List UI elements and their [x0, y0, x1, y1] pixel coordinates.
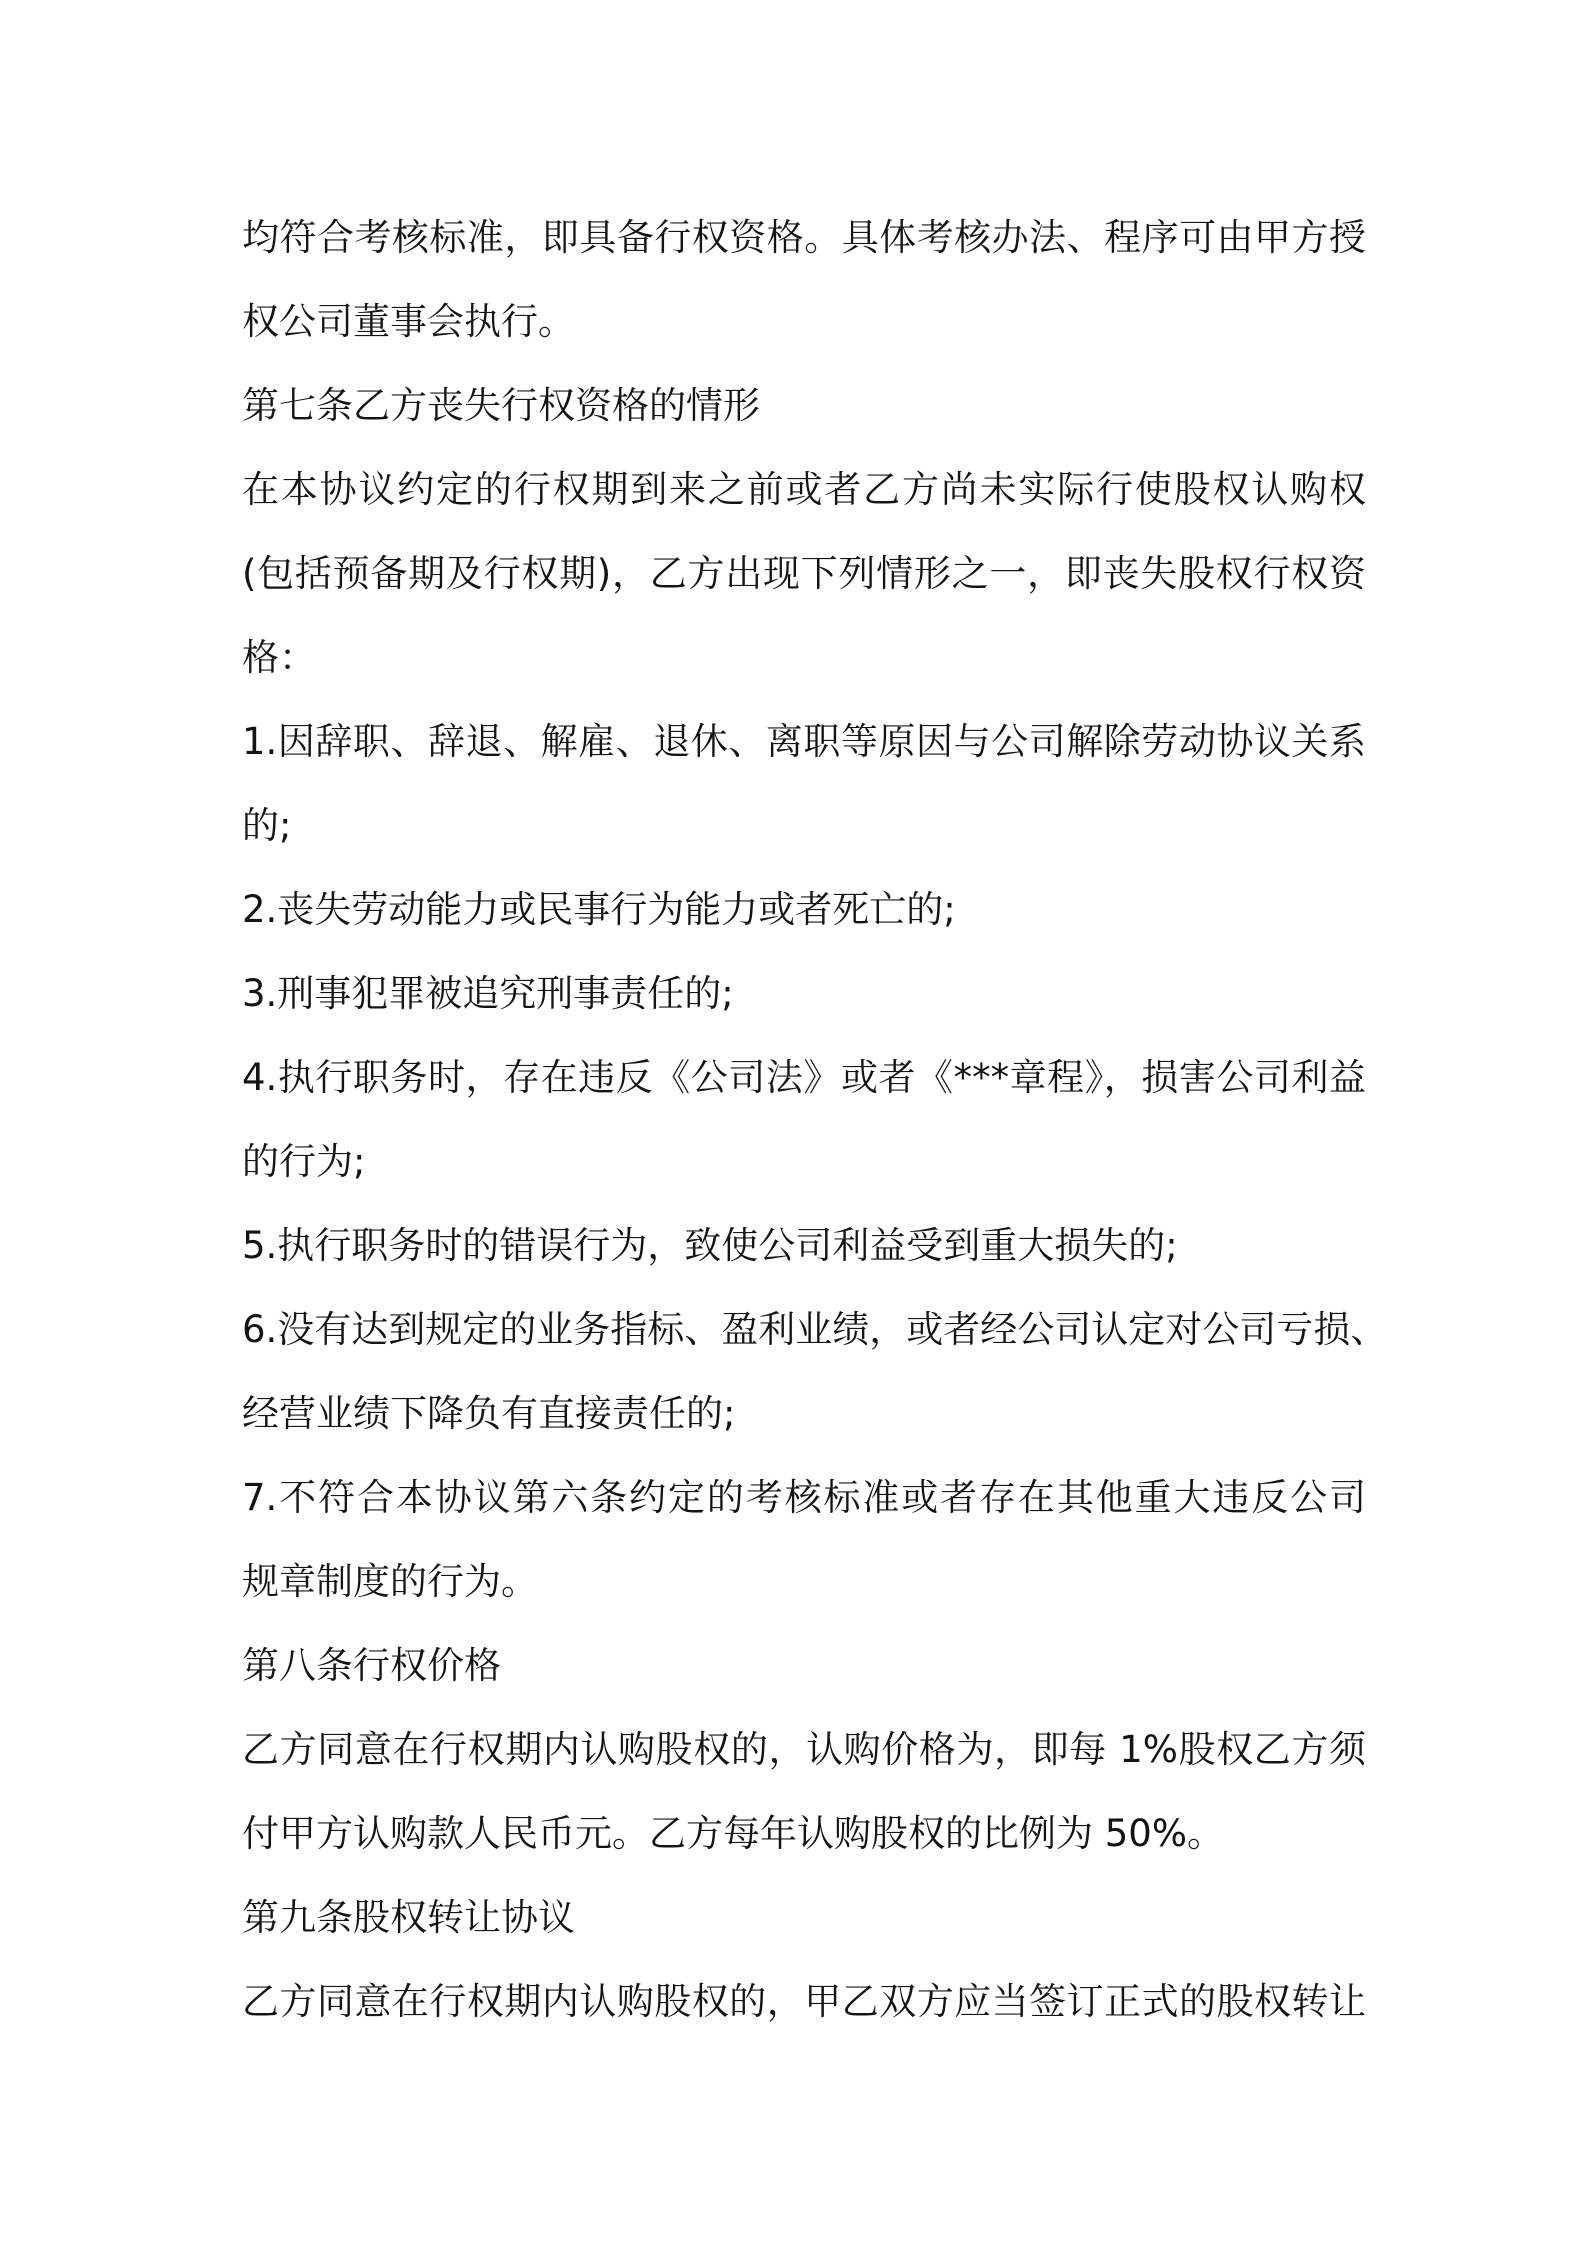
list-item-continuation: 规章制度的行为。 [242, 1560, 538, 1603]
text-line: 格： [242, 636, 316, 679]
document-page [242, 196, 1388, 2044]
list-item: 3.刑事犯罪被追究刑事责任的; [242, 972, 734, 1015]
text-line: 权公司董事会执行。 [242, 300, 575, 343]
list-item: 7.不符合本协议第六条约定的考核标准或者存在其他重大违反公司 [242, 1476, 1366, 1519]
list-item: 4.执行职务时，存在违反《公司法》或者《***章程》，损害公司利益 [242, 1056, 1366, 1099]
list-item: 6.没有达到规定的业务指标、盈利业绩，或者经公司认定对公司亏损、 [242, 1308, 1388, 1351]
list-item: 2.丧失劳动能力或民事行为能力或者死亡的; [242, 888, 956, 931]
list-item: 1.因辞职、辞退、解雇、退休、离职等原因与公司解除劳动协议关系 [242, 720, 1366, 763]
list-item: 5.执行职务时的错误行为，致使公司利益受到重大损失的; [242, 1224, 1178, 1267]
section-heading: 第八条行权价格 [242, 1644, 501, 1687]
list-item-continuation: 的; [242, 804, 292, 847]
text-line: 在本协议约定的行权期到来之前或者乙方尚未实际行使股权认购权 [242, 468, 1366, 511]
text-line: (包括预备期及行权期)，乙方出现下列情形之一，即丧失股权行权资 [242, 552, 1366, 595]
list-item-continuation: 经营业绩下降负有直接责任的; [242, 1392, 736, 1435]
section-heading: 第九条股权转让协议 [242, 1896, 575, 1939]
list-item-continuation: 的行为; [242, 1140, 366, 1183]
text-line: 均符合考核标准，即具备行权资格。具体考核办法、程序可由甲方授 [242, 216, 1366, 259]
text-line: 付甲方认购款人民币元。乙方每年认购股权的比例为 50%。 [242, 1812, 1224, 1855]
text-line: 乙方同意在行权期内认购股权的，甲乙双方应当签订正式的股权转让 [242, 1980, 1366, 2023]
section-heading: 第七条乙方丧失行权资格的情形 [242, 384, 760, 427]
text-line: 乙方同意在行权期内认购股权的，认购价格为，即每 1%股权乙方须 [242, 1728, 1366, 1771]
